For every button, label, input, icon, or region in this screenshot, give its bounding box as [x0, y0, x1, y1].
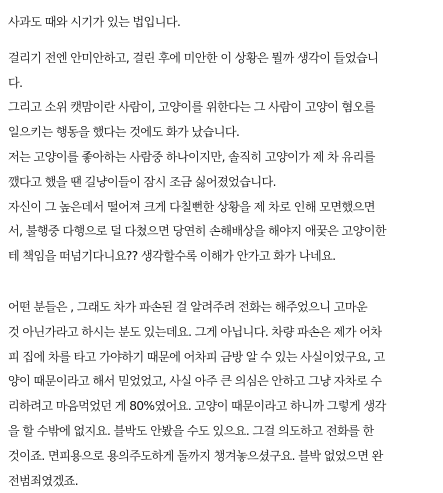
paragraph-apology-timing: [8, 10, 435, 35]
text-line: 저는 고양이를 좋아하는 사람중 하나이지만, 솔직히 고양이가 제 차 유리를: [8, 149, 375, 164]
paragraph-phone-call: [8, 295, 435, 493]
text-line: 일으키는 행동을 했다는 것에도 화가 났습니다.: [8, 125, 240, 140]
text-line: 전범죄였겠죠.: [8, 473, 79, 488]
paragraph-sorry-after-caught: [8, 46, 435, 96]
text-line: 서, 불행중 다행으로 덜 다쳤으면 당연히 손해배상을 해야지 애꿎은 고양이한: [8, 224, 387, 239]
paragraph-cat-lover: [8, 145, 435, 269]
paragraph-spacer: [8, 35, 435, 46]
paragraph-spacer: [8, 269, 435, 295]
paragraph-catmom: [8, 95, 435, 145]
text-line: 그리고 소위 캣맘이란 사람이, 고양이를 위한다는 그 사람이 고양이 혐오를: [8, 100, 375, 115]
text-line: 리하려고 마음먹었던 게 80%였어요. 고양이 때문이라고 하니까 그렇게 생각: [8, 399, 386, 414]
text-line: 을 할 수밖에 없지요. 블박도 안봤을 수도 있으요. 그걸 의도하고 전화를 한: [8, 423, 374, 438]
text-line: 것 아닌가라고 하시는 분도 있는데요. 그게 아닙니다. 차량 파손은 제가 어차: [8, 324, 382, 339]
text-line: 깼다고 했을 땐 길냥이들이 잠시 조금 싫어졌었습니다.: [8, 174, 276, 189]
text-line: 사과도 때와 시기가 있는 법입니다.: [8, 15, 181, 29]
text-line: 테 책임을 떠넘기다니요?? 생각할수록 이해가 안가고 화가 나네요.: [8, 249, 336, 264]
text-line: 양이 때문이라고 해서 믿었었고, 사실 아주 큰 의심은 안하고 그냥 자차로 수: [8, 374, 382, 389]
text-line: 다.: [8, 75, 23, 90]
text-line: 자신이 그 높은데서 떨어져 크게 다칠뻔한 상황을 제 차로 인해 모면했으면: [8, 199, 375, 214]
text-line: 어떤 분들은 , 그래도 차가 파손된 걸 알려주려 전화는 해주었으니 고마운: [8, 299, 368, 314]
text-line: 피 집에 차를 타고 가야하기 때문에 어차피 금방 알 수 있는 사실이었구요, 고: [8, 349, 385, 364]
text-line: 것이죠. 면피용으로 용의주도하게 돌까지 챙겨놓으셨구요. 블박 없었으면 완: [8, 448, 383, 463]
text-line: 걸리기 전엔 안미안하고, 걸린 후에 미안한 이 상황은 뭘까 생각이 들었습니: [8, 50, 379, 65]
